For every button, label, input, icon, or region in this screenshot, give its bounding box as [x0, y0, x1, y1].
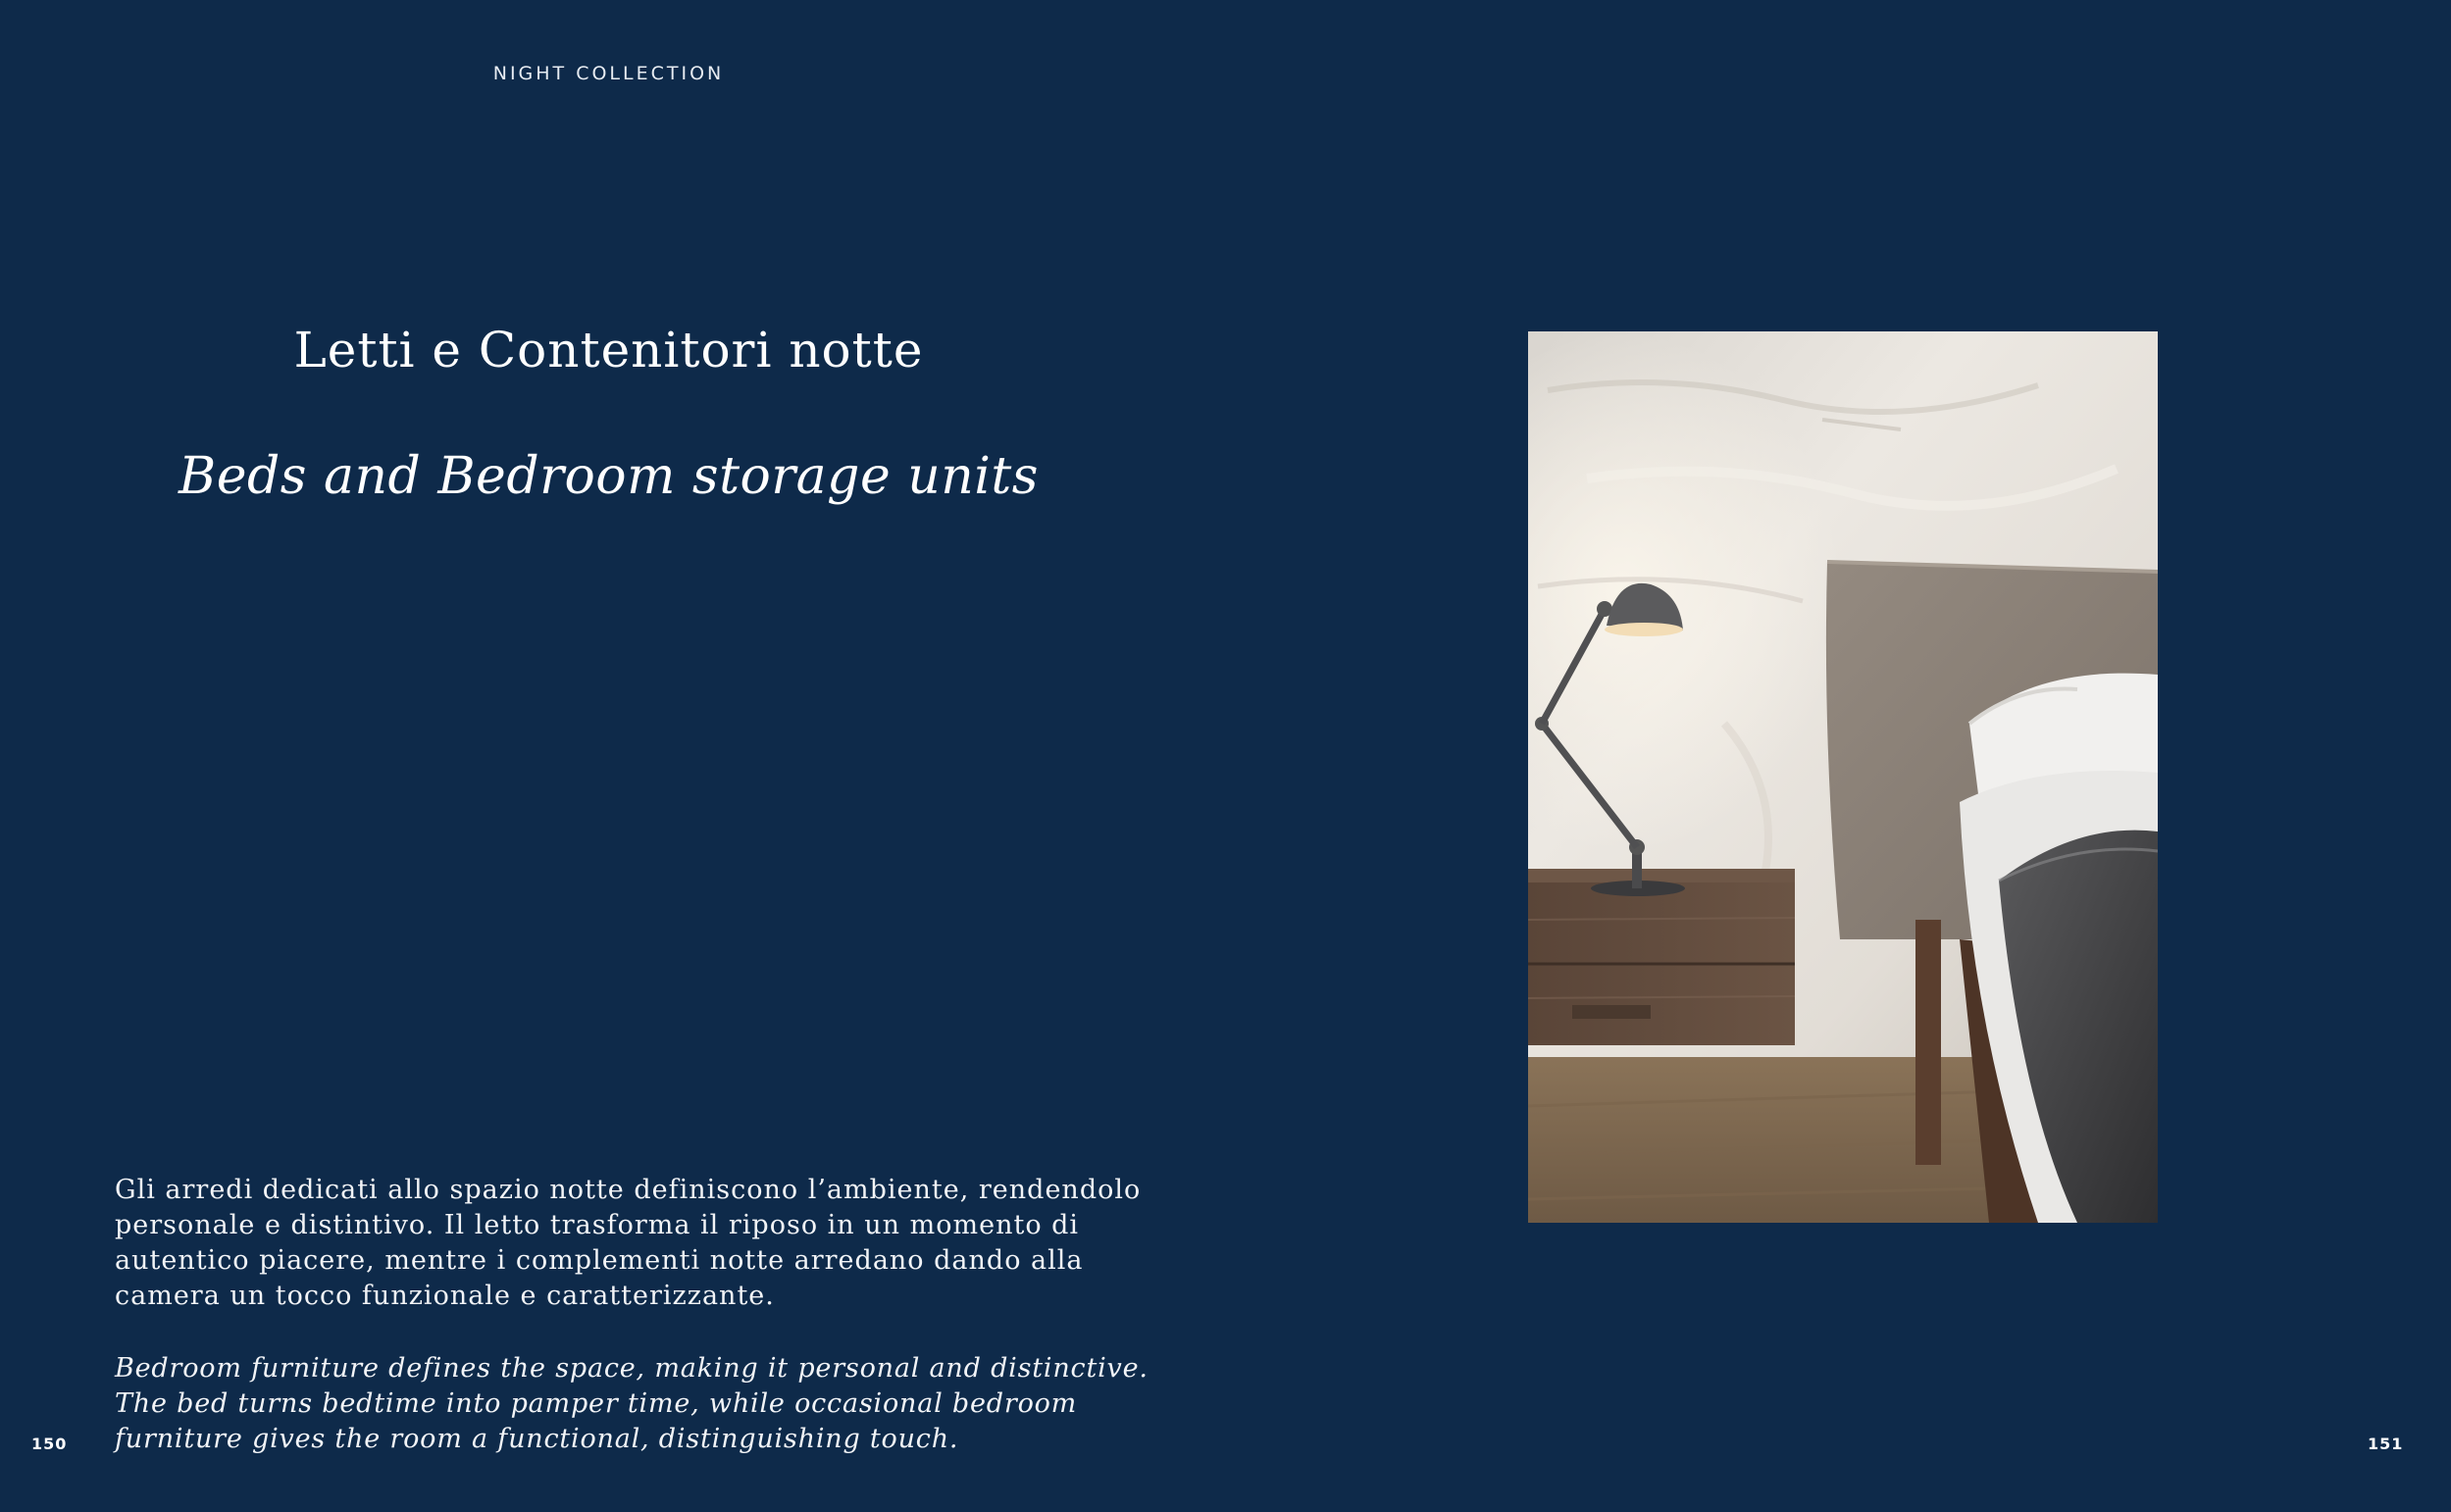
page-number-left: 150 [31, 1435, 68, 1453]
section-label: NIGHT COLLECTION [492, 63, 725, 84]
left-page [0, 0, 1225, 1512]
bedroom-illustration [1528, 331, 2158, 1223]
body-text-italian: Gli arredi dedicati allo spazio notte definiscono l’ambiente, rendendolo personale e distintivo. Il letto trasforma il riposo in un momento di autentico piacere, mentre i complementi notte arredano dando alla camera un tocco funzionale e caratterizzante. [115, 1175, 1142, 1311]
page-title-english: Beds and Bedroom storage units [179, 447, 1039, 506]
page-number-right: 151 [2368, 1435, 2404, 1453]
body-text-english: Bedroom furniture defines the space, making it personal and distinctive. The bed turns bedtime into pamper time, while occasional bedroom furniture gives the room a functional, distinguishing touch. [115, 1353, 1149, 1454]
page-title-italian: Letti e Contenitori notte [293, 322, 924, 378]
bedroom-photo [1528, 331, 2158, 1223]
